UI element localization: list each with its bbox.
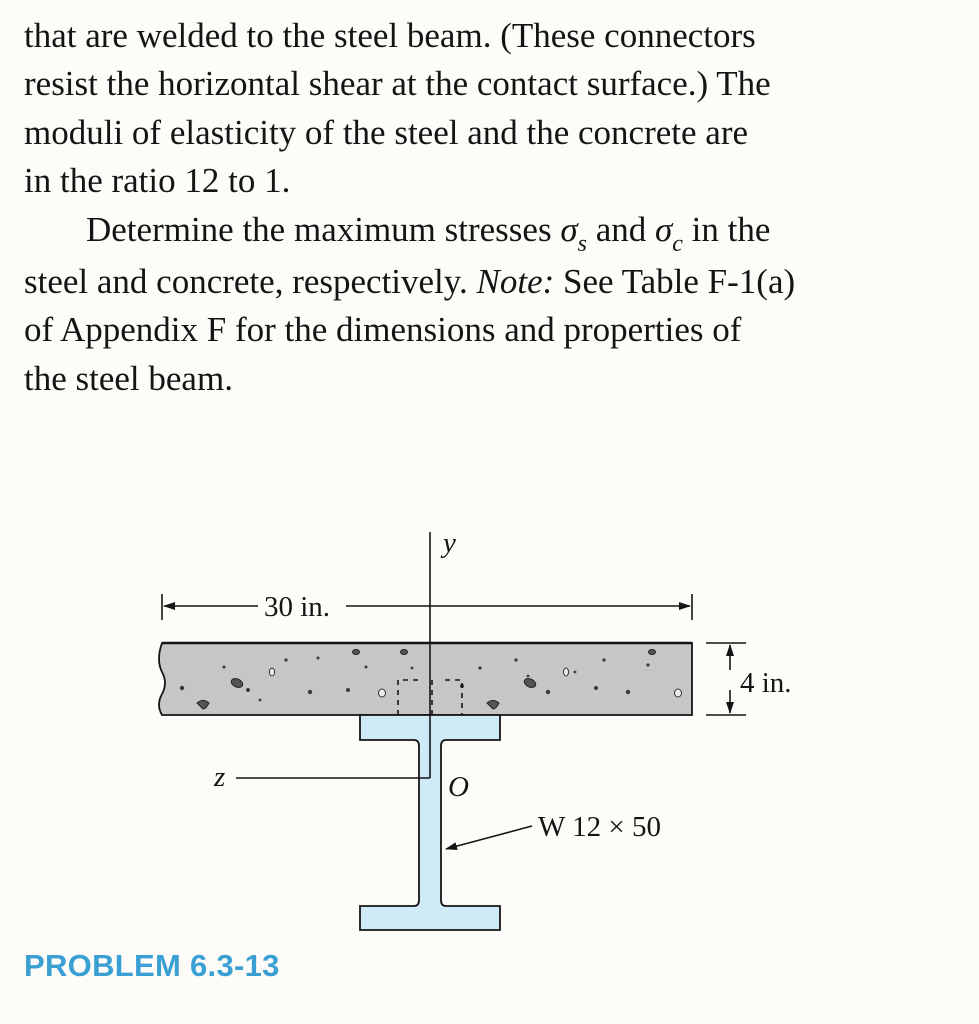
width-label: 30 in. xyxy=(264,591,331,623)
text-line: steel and concrete, respectively. Note: See Table F-1(a) xyxy=(24,262,796,302)
text-line: Determine the maximum stresses $\sigma_s$ and $\sigma_c$ in the xyxy=(86,209,771,257)
text-line: the steel beam. xyxy=(24,358,233,398)
depth-dimension xyxy=(706,643,792,715)
text-line: moduli of elasticity of the steel and the concrete are xyxy=(24,112,749,152)
problem-label: PROBLEM 6.3-13 xyxy=(24,948,280,983)
z-axis xyxy=(213,761,430,793)
text-line: resist the horizontal shear at the contact surface.) The xyxy=(24,64,771,104)
depth-label: 4 in. xyxy=(740,667,792,699)
sigma-c-symbol: $\sigma_c$ xyxy=(655,209,683,257)
beam-label: W 12 × 50 xyxy=(538,811,661,843)
text-line: that are welded to the steel beam. (These connectors xyxy=(24,16,756,55)
z-axis-label: z xyxy=(214,761,226,793)
origin-label: O xyxy=(448,771,469,803)
y-axis-label: y xyxy=(443,527,456,559)
text-line: in the ratio 12 to 1. xyxy=(24,161,291,201)
sigma-s-symbol: $\sigma_s$ xyxy=(560,209,587,257)
width-dimension xyxy=(162,591,692,623)
beam-label-leader xyxy=(446,811,661,849)
text-line: of Appendix F for the dimensions and properties of xyxy=(24,310,742,350)
concrete-slab xyxy=(159,643,692,715)
